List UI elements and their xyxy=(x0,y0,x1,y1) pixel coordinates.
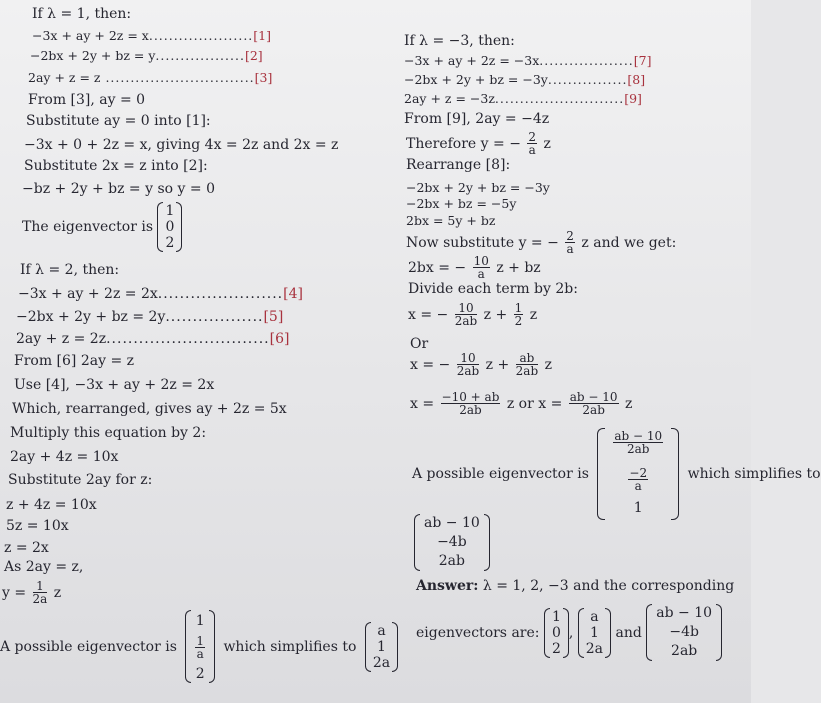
case3-intro: If λ = −3, then: xyxy=(404,33,515,49)
answer-eigenvector-2: a 1 2a xyxy=(578,608,611,658)
divide-line: Divide each term by 2b: xyxy=(408,281,578,297)
r1: −2bx + 2y + bz = −3y xyxy=(406,180,550,195)
eigenvector-1-row xyxy=(22,202,182,252)
and-label: and xyxy=(615,624,642,641)
from-9: From [9], 2ay = −4z xyxy=(404,111,550,127)
m2: z + 4z = 10x xyxy=(6,497,97,513)
bx-equation: 2bx = − $\frac{10}{a}$ z + bz xyxy=(408,254,541,281)
m3: 5z = 10x xyxy=(6,518,69,534)
answer-text: λ = 1, 2, −3 and the corresponding xyxy=(482,578,735,594)
therefore-line: Therefore y = − $\frac{2}{a}$ z xyxy=(406,130,551,157)
use-4: Use [4], −3x + ay + 2z = 2x xyxy=(14,377,215,393)
rearranged-line: Which, rearranged, gives ay + 2z = 5x xyxy=(12,401,287,417)
equation-4: −3x + ay + 2z = 2x.......................[4] xyxy=(18,286,303,302)
answer-eigenvector-1: 1 0 2 xyxy=(544,608,569,658)
x1-equation: x = − $\frac{10}{2ab}$ z + $\frac{1}{2}$ z xyxy=(408,301,538,328)
multiply-line: Multiply this equation by 2: xyxy=(10,425,207,441)
y-equation: y = $\frac{1}{2a}$ z xyxy=(2,579,62,606)
case1-intro: If λ = 1, then: xyxy=(32,6,132,22)
so-y-line: −bz + 2y + bz = y so y = 0 xyxy=(22,181,215,197)
rearrange-8: Rearrange [8]: xyxy=(406,157,511,173)
equation-7: −3x + ay + 2z = −3x...................[7] xyxy=(404,53,652,68)
eigenvectors-label: eigenvectors are: xyxy=(416,624,540,641)
one-over-a-fraction: 1 a xyxy=(196,634,204,661)
r3: 2bx = 5y + bz xyxy=(406,213,496,228)
substitute-2x: Substitute 2x = z into [2]: xyxy=(24,158,208,174)
answer-label: Answer: xyxy=(416,578,479,594)
equation-9: 2ay + z = −3z..........................[9] xyxy=(404,91,642,106)
answer-line xyxy=(416,578,734,594)
m1: 2ay + 4z = 10x xyxy=(10,449,119,465)
equation-8: −2bx + 2y + bz = −3y................[8] xyxy=(404,72,646,87)
x3-equation: x = $\frac{-10 + ab}{2ab}$ z or x = $\frac{ab - 10}{2ab}$ z xyxy=(410,390,633,417)
possible-eigenvector-3-row xyxy=(412,428,821,520)
equation-5: −2bx + 2y + bz = 2y..................[5] xyxy=(16,309,284,325)
r2: −2bx + bz = −5y xyxy=(406,196,517,211)
equation-6: 2ay + z = 2z..............................[6] xyxy=(16,331,290,347)
possible-eigenvector-2-matrix: 1 1 a 2 xyxy=(185,610,215,683)
m4: z = 2x xyxy=(4,540,49,556)
possible-eigenvector-2-row xyxy=(0,610,398,683)
from-3: From [3], ay = 0 xyxy=(28,92,146,108)
x2-equation: x = − $\frac{10}{2ab}$ z + $\frac{ab}{2ab}$ z xyxy=(410,351,552,378)
simplified-eigenvector-2-matrix: a 1 2a xyxy=(365,622,398,672)
equation-3: 2ay + z = z ..............................[3] xyxy=(28,70,273,85)
now-substitute-line: Now substitute y = − $\frac{2}{a}$ z and we get: xyxy=(406,229,677,256)
case2-intro: If λ = 2, then: xyxy=(20,262,120,278)
possible-eigenvector-3-matrix: ab − 10 2ab −2 a 1 xyxy=(597,428,679,520)
simplifies-label-3: which simplifies to xyxy=(687,466,821,482)
simplifies-label-2: which simplifies to xyxy=(223,638,357,655)
possible-eigenvector-2-label: A possible eigenvector is xyxy=(0,638,177,655)
equation-2: −2bx + 2y + bz = y..................[2] xyxy=(30,48,263,63)
simplified-eigenvector-3-matrix: ab − 10 −4b 2ab xyxy=(414,514,490,571)
or-line: Or xyxy=(410,336,429,352)
from-6: From [6] 2ay = z xyxy=(14,353,135,369)
possible-eigenvector-3-label: A possible eigenvector is xyxy=(412,466,589,482)
as-2ay: As 2ay = z, xyxy=(4,559,84,575)
substitute-2ay: Substitute 2ay for z: xyxy=(8,472,153,488)
answer-eigenvector-3: ab − 10 −4b 2ab xyxy=(646,604,722,661)
eigenvector-1-label: The eigenvector is xyxy=(22,219,154,235)
minus-two-over-a: −2 a xyxy=(629,466,648,493)
substitute-ay: Substitute ay = 0 into [1]: xyxy=(26,113,211,129)
giving-line: −3x + 0 + 2z = x, giving 4x = 2z and 2x = z xyxy=(24,137,339,153)
eigenvector-1-matrix: 1 0 2 xyxy=(157,202,182,252)
equation-1: −3x + ay + 2z = x.....................[1] xyxy=(32,28,272,43)
eigenvectors-answer-row: eigenvectors are: 1 0 2 , a 1 2a and ab − 10 −4b 2ab xyxy=(416,604,722,661)
